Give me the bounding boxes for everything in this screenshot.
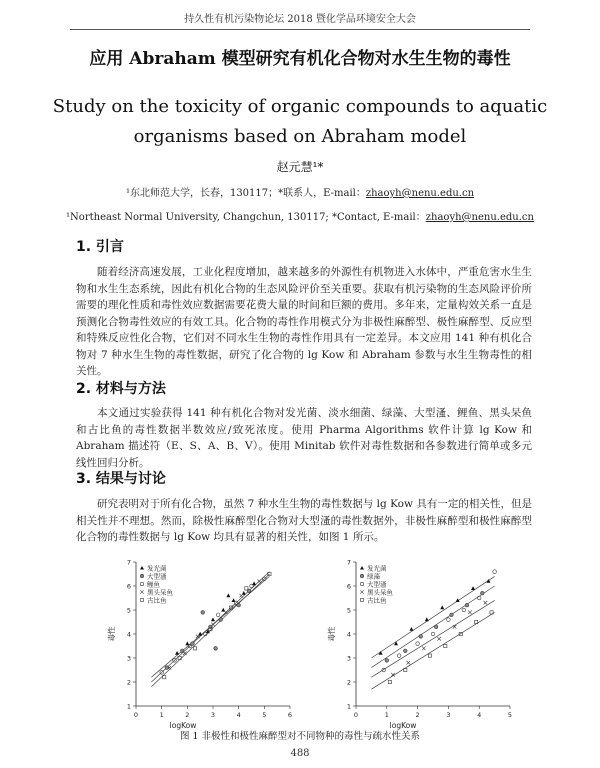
legend-marker: [140, 574, 143, 577]
x-tick-label: 2: [185, 711, 190, 719]
data-point: [201, 611, 205, 615]
data-point: [193, 647, 196, 650]
y-tick-label: 3: [126, 654, 131, 663]
data-point: [425, 617, 429, 621]
data-point: [385, 659, 389, 663]
y-tick-label: 1: [346, 702, 351, 711]
data-point: [409, 627, 413, 631]
section-heading-introduction: 1. 引言: [76, 239, 124, 255]
y-tick-label: 5: [346, 606, 351, 615]
data-point: [214, 647, 218, 651]
title-english-line1: Study on the toxicity of organic compounds to aquatic: [52, 96, 548, 117]
y-axis-label: 毒性: [107, 626, 116, 642]
running-header: 持久性有机污染物论坛 2018 暨化学品环境安全大会: [70, 10, 530, 30]
affiliation-english-text: ¹Northeast Normal University, Changchun, 130117; *Contact, E-mail：: [66, 212, 426, 223]
paragraph-introduction: 随着经济高速发展，工业化程度增加，越来越多的外源性有机物进入水体中，严重危害水生生物和水生生态系统，因此有机化合物的生态风险评价至关重要。获取有机污染物的生态风险评价所需要的理化性质和毒性效应数据需要花费大量的时间和巨额的费用。多年来，定量构效关系一直是预测化合物毒性效应的有效工具。化合物的毒性作用模式分为非极性麻醉型、极性麻醉型、反应型和特殊反应性化合物，它们对不同水生生物的毒性作用具有一定差异。本文应用 141 种有机化合物对 7 种水生生物的毒性数据，研究了化合物的 lg Kow 和 Abraham 参数与水生生物毒性的相关性。: [76, 266, 532, 377]
figure-caption: 图 1 非极性和极性麻醉型对不同物种的毒性与疏水性关系: [179, 731, 421, 742]
affiliation-chinese: [20, 184, 580, 199]
legend-marker: [361, 599, 364, 602]
fit-line: [371, 612, 494, 689]
y-tick-label: 4: [126, 630, 131, 639]
data-point: [226, 593, 230, 597]
fit-line: [371, 586, 494, 668]
affiliation-english: [20, 208, 580, 223]
data-point: [394, 641, 398, 645]
legend-marker: [360, 566, 364, 570]
data-point: [388, 680, 391, 683]
legend-label: 鲤鱼: [147, 580, 160, 589]
legend-marker: [140, 582, 143, 585]
x-tick-label: 4: [236, 711, 241, 719]
y-tick-label: 6: [126, 582, 131, 591]
x-tick-label: 1: [159, 711, 164, 719]
legend-marker: [360, 590, 363, 593]
data-point: [462, 608, 466, 612]
legend-label: 黑头呆鱼: [367, 588, 393, 597]
data-point: [397, 654, 401, 658]
data-point: [219, 618, 223, 622]
data-point: [239, 594, 243, 598]
section-heading-methods: 2. 材料与方法: [76, 381, 166, 397]
data-point: [422, 647, 426, 651]
data-point: [465, 603, 469, 607]
y-tick-label: 3: [346, 654, 351, 663]
data-point: [480, 591, 484, 595]
title-english: [40, 92, 560, 152]
data-point: [419, 635, 423, 639]
y-tick-label: 7: [126, 558, 131, 567]
data-point: [257, 579, 261, 583]
x-tick-label: 3: [446, 711, 451, 719]
data-point: [211, 623, 215, 627]
y-tick-label: 4: [346, 630, 351, 639]
email-link-cn[interactable]: zhaoyh@nenu.edu.cn: [365, 188, 475, 199]
data-point: [211, 617, 215, 621]
data-point: [471, 586, 475, 590]
x-tick-label: 3: [210, 711, 216, 719]
legend-label: 古比鱼: [367, 596, 387, 605]
data-point: [403, 649, 407, 653]
x-tick-label: 0: [353, 711, 359, 719]
x-axis-label: logKow: [169, 721, 197, 730]
data-point: [447, 618, 451, 622]
page-number: 488: [290, 748, 310, 759]
section-heading-results: 3. 结果与讨论: [76, 471, 166, 487]
figure-1: [100, 556, 520, 736]
data-point: [407, 661, 411, 665]
title-english-line2: organisms based on Abraham model: [133, 126, 467, 147]
fit-line: [371, 600, 494, 677]
x-axis-label: logKow: [389, 721, 417, 730]
legend-label: 发光菌: [367, 564, 387, 573]
x-tick-label: 0: [133, 711, 139, 719]
x-tick-label: 5: [507, 711, 513, 719]
title-chinese: 应用 Abraham 模型研究有机化合物对水生生物的毒性: [89, 49, 511, 69]
data-point: [437, 637, 441, 641]
data-point: [468, 611, 472, 615]
data-point: [493, 570, 497, 574]
chart-svg: [320, 556, 520, 730]
scatter-plot-left: [100, 556, 300, 730]
legend-label: 大型溞: [147, 572, 167, 581]
paragraph-methods: 本文通过实验获得 141 种有机化合物对发光菌、淡水细菌、绿藻、大型溞、鲤鱼、黑头呆鱼和古比鱼的毒性数据半数效应/致死浓度。使用 Pharma Algorithms 软件计算 lg Kow 和 Abraham 描述符（E、S、A、B、V）。使用 Minitab 软件对毒性数据和各参数进行简单或多元线性回归分析。: [76, 407, 532, 469]
email-link-en[interactable]: zhaoyh@nenu.edu.cn: [425, 212, 534, 223]
author: 赵元慧¹*: [276, 160, 324, 174]
legend-label: 发光菌: [147, 564, 167, 573]
affiliation-chinese-text: ¹东北师范大学，长春，130117；*联系人，E-mail：: [125, 188, 366, 199]
y-tick-label: 2: [346, 678, 351, 687]
y-tick-label: 2: [126, 678, 131, 687]
y-axis-label: 毒性: [327, 626, 336, 642]
data-point: [250, 584, 254, 588]
paragraph-results: 研究表明对于所有化合物，虽然 7 种水生生物的毒性数据与 lg Kow 具有一定的相关性，但是相关性并不理想。然而，除极性麻醉型化合物对大型溞的毒性数据外，非极性麻醉型和极性麻醉型化合物的毒性数据与 lg Kow 均具有显著的相关性，如图 1 所示。: [76, 498, 532, 543]
scatter-plot-right: [320, 556, 520, 730]
data-point: [450, 613, 454, 617]
y-tick-label: 1: [126, 702, 131, 711]
legend-marker: [141, 599, 144, 602]
x-tick-label: 5: [262, 711, 267, 719]
x-tick-label: 1: [384, 711, 389, 719]
x-tick-label: 6: [287, 711, 293, 719]
chart-svg: [100, 556, 300, 730]
data-point: [428, 654, 431, 657]
y-tick-label: 6: [346, 582, 351, 591]
data-point: [175, 651, 179, 655]
legend-label: 黑头呆鱼: [147, 588, 173, 597]
y-tick-label: 7: [346, 558, 351, 567]
y-tick-label: 5: [126, 606, 131, 615]
data-point: [444, 644, 447, 647]
x-tick-label: 2: [415, 711, 420, 719]
legend-label: 大型溞: [367, 580, 387, 589]
legend-marker: [140, 566, 144, 570]
data-point: [416, 642, 420, 646]
data-point: [434, 625, 438, 629]
legend-label: 古比鱼: [147, 596, 167, 605]
data-point: [431, 632, 435, 636]
legend-marker: [360, 582, 363, 585]
data-point: [484, 601, 488, 605]
data-point: [216, 613, 220, 617]
data-point: [477, 596, 481, 600]
legend-label: 绿藻: [367, 572, 380, 581]
x-tick-label: 4: [477, 711, 482, 719]
legend-marker: [360, 574, 363, 577]
data-point: [440, 605, 444, 609]
legend-marker: [140, 590, 143, 593]
